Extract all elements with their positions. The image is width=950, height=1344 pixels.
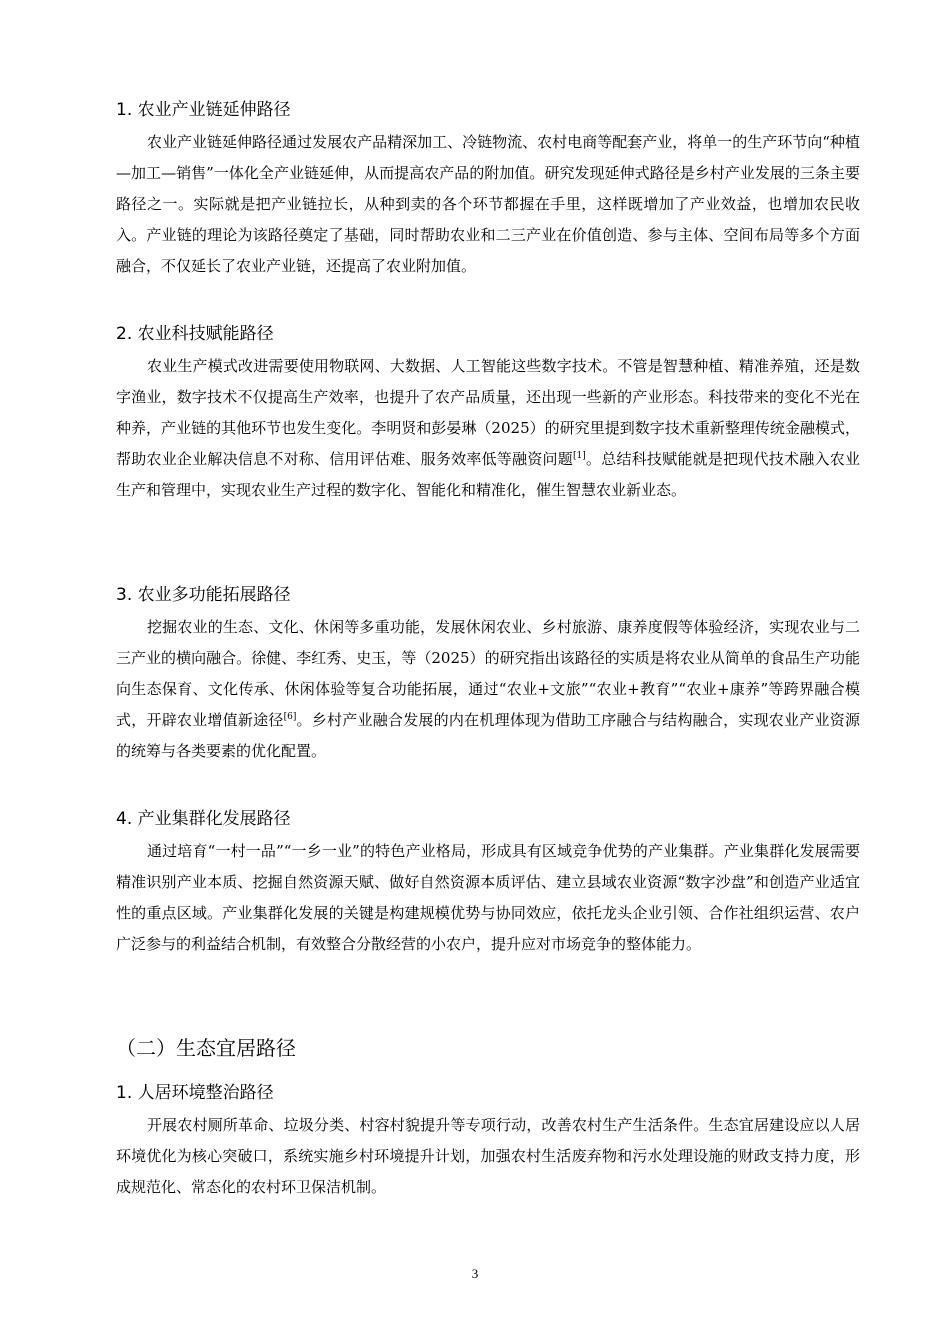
section-3 [116, 584, 860, 767]
section-heading: 1. 人居环境整治路径 [116, 1083, 274, 1103]
paragraph [116, 612, 860, 767]
section-4 [116, 808, 860, 960]
paragraph-text: 。总结科技赋能就是把现代技术融入农业生产和管理中，实现农业生产过程的数字化、智能化和精准化，催生智慧农业新业态。 [116, 450, 860, 499]
section-5 [116, 1035, 860, 1061]
paragraph: 农业产业链延伸路径通过发展农产品精深加工、冷链物流、农村电商等配套产业，将单一的生产环节向“种植—加工—销售”一体化全产业链延伸，从而提高农产品的附加值。研究发现延伸式路径是乡村产业发展的三条主要路径之一。实际就是把产业链拉长，从种到卖的各个环节都握在手里，这样既增加了产业效益，也增加农民收入。产业链的理论为该路径奠定了基础，同时帮助农业和二三产业在价值创造、参与主体、空间布局等多个方面融合，不仅延长了农业产业链，还提高了农业附加值。 [116, 133, 860, 275]
citation-ref: [1] [573, 451, 586, 461]
paragraph [116, 351, 860, 506]
section-6 [116, 1082, 860, 1203]
section-1 [116, 99, 860, 282]
section-heading: 3. 农业多功能拓展路径 [116, 585, 291, 605]
paragraph: 通过培育“一村一品”“一乡一业”的特色产业格局，形成具有区域竞争优势的产业集群。产业集群化发展需要精准识别产业本质、挖掘自然资源天赋、做好自然资源本质评估、建立县域农业资源“数字沙盘”和创造产业适宜性的重点区域。产业集群化发展的关键是构建规模优势与协同效应，依托龙头企业引领、合作社组织运营、农户广泛参与的利益结合机制，有效整合分散经营的小农户，提升应对市场竞争的整体能力。 [116, 842, 860, 953]
paragraph-text: 。乡村产业融合发展的内在机理体现为借助工序融合与结构融合，实现农业产业资源的统筹与各类要素的优化配置。 [116, 711, 860, 760]
section-heading: 2. 农业科技赋能路径 [116, 324, 274, 344]
paragraph: 开展农村厕所革命、垃圾分类、村容村貌提升等专项行动，改善农村生产生活条件。生态宜居建设应以人居环境优化为核心突破口，系统实施乡村环境提升计划，加强农村生活废弃物和污水处理设施的财政支持力度，形成规范化、常态化的农村环卫保洁机制。 [116, 1116, 860, 1196]
paragraph-text: 农业生产模式改进需要使用物联网、大数据、人工智能这些数字技术。不管是智慧种植、精准养殖，还是数字渔业，数字技术不仅提高生产效率，也提升了农产品质量，还出现一些新的产业形态。科技带来的变化不光在种养，产业链的其他环节也发生变化。李明贤和彭晏琳（2025）的研究里提到数字技术重新整理传统金融模式，帮助农业企业解决信息不对称、信用评估难、服务效率低等融资问题 [116, 357, 860, 468]
section-heading: 4. 产业集群化发展路径 [116, 809, 291, 829]
section-heading: 1. 农业产业链延伸路径 [116, 100, 291, 120]
citation-ref: [6] [283, 712, 297, 722]
section-2 [116, 323, 860, 506]
page-number: 3 [471, 1266, 479, 1281]
chapter-heading: （二）生态宜居路径 [116, 1036, 296, 1060]
paragraph-text: 挖掘农业的生态、文化、休闲等多重功能，发展休闲农业、乡村旅游、康养度假等体验经济，实现农业与二三产业的横向融合。徐健、李红秀、史玉，等（2025）的研究指出该路径的实质是将农业从简单的食品生产功能向生态保育、文化传承、休闲体验等复合功能拓展，通过“农业+文旅”“农业+教育”“农业+康养”等跨界融合模式，开辟农业增值新途径 [116, 618, 860, 729]
